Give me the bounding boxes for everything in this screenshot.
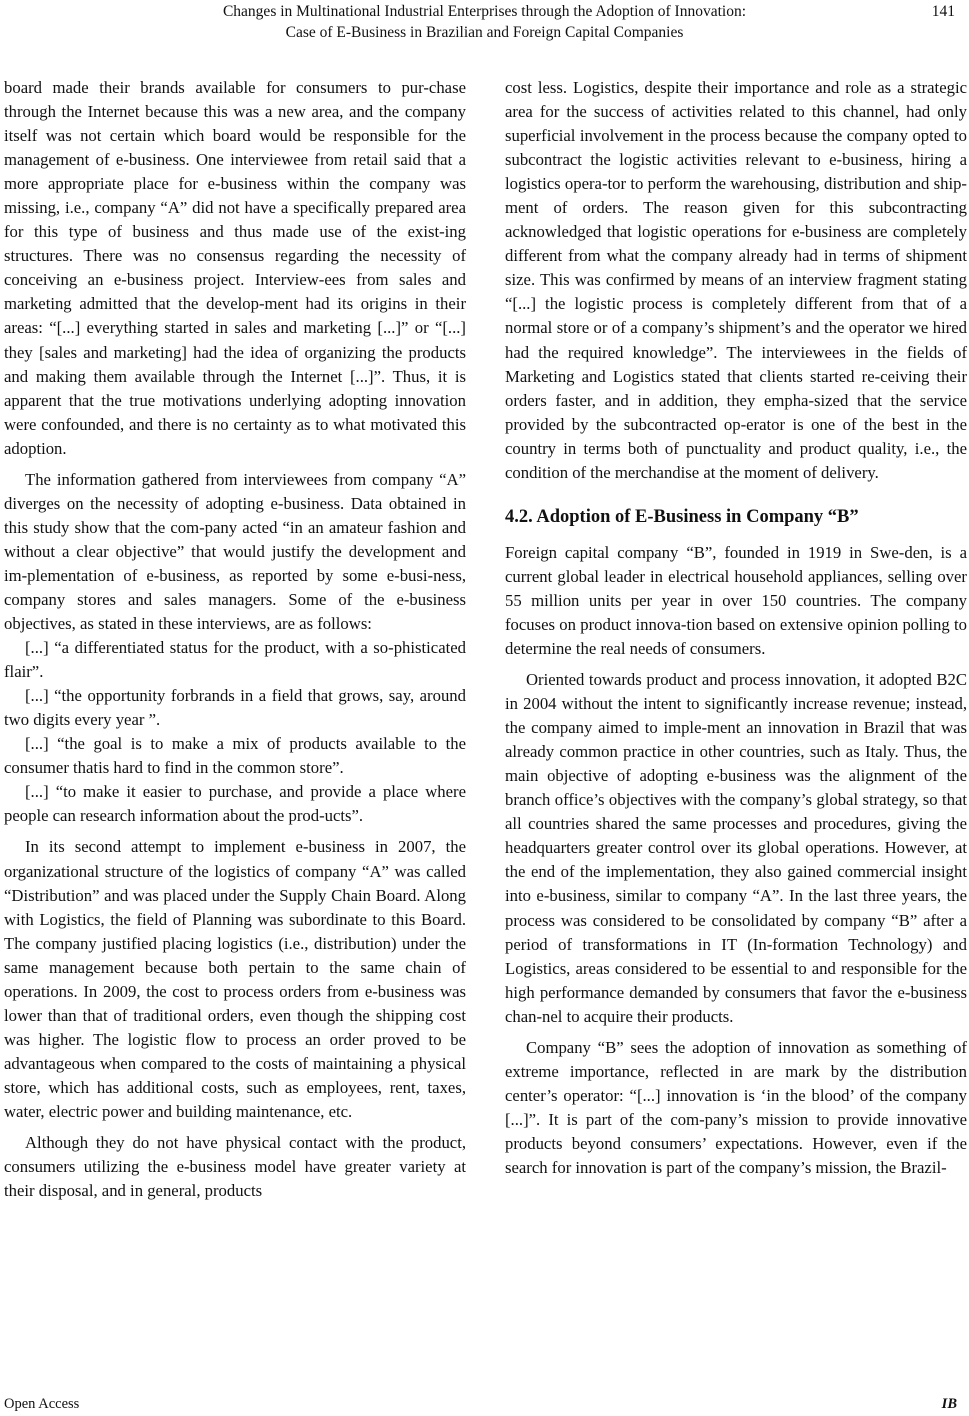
paragraph: Although they do not have physical contact with the product, consumers utilizing the e-business model have greater variety at their disposal, and in general, products [4, 1133, 466, 1201]
left-column [4, 76, 466, 1203]
paragraph: Oriented towards product and process innovation, it adopted B2C in 2004 without the intent to significantly increase revenue; instead, the company aimed to imple-ment an innovation in Brazil that was already common practice in other countries, such as Italy. Thus, the main objective of adopting e-business was the alignment of the branch office’s objectives with the company’s global strategy, so that all countries shared the same processes and procedures, giving the headquarters greater control over its global operations. However, at the end of the implementation, they also gained commercial insight into e-business, similar to company “A”. In the last three years, the process was considered to be consolidated by company “B” after a period of transformations in IT (In-formation Technology) and Logistics, areas considered to be essential to and responsible for the high performance demanded by consumers that favor the e-business chan-nel to acquire their products. [505, 670, 967, 1026]
quote-item: [...] “to make it easier to purchase, and provide a place where people can research information about the prod-ucts”. [4, 782, 466, 826]
right-column [505, 76, 967, 1180]
paragraph: cost less. Logistics, despite their importance and role as a strategic area for the success of activities related to this channel, had only superficial involvement in the process because the company opted to subcontract the logistic activities relevant to e-business, hiring a logistics opera-tor to perform the warehousing, distribution and ship-ment of orders. The reason given for this subcontracting acknowledged that logistic operations for e-business are completely different from what the company already had in terms of shipment size. This was confirmed by means of an interview fragment stating “[...] the logistic process is completely different from that of a normal store or of a company’s shipment’s and the operator we hired had the required knowledge”. The interviewees in the fields of Marketing and Logistics stated that clients started re-ceiving their orders faster, and in addition, they empha-sized that the service provided by the subcontracted op-erator is one of the best in the country in terms both of punctuality and product quality, i.e., the condition of the merchandise at the moment of delivery. [505, 78, 967, 482]
page-number: 141 [931, 3, 955, 20]
paragraph: Company “B” sees the adoption of innovation as something of extreme importance, reflected in are mark by the distribution center’s operator: “[...] innovation is ‘in the blood’ of the company [...]”. It is part of the com-pany’s mission to provide innovative products beyond consumers’ expectations. However, even if the search for innovation is part of the company’s mission, the Brazil- [505, 1037, 967, 1177]
paragraph: In its second attempt to implement e-business in 2007, the organizational structure of the logistics of company “A” was called “Distribution” and was placed under the Supply Chain Board. Along with Logistics, the field of Planning was subordinate to this Board. The company justified placing logistics (i.e., distribution) under the same management because both pertain to the same chain of operations. In 2009, the cost to process orders from e-business was lower than that of traditional orders, even though the shipping cost was higher. The logistic flow to process an order proved to be advantageous when compared to the costs of maintaining a physical store, which has additional costs, such as employees, rent, taxes, water, electric power and building maintenance, etc. [4, 837, 466, 1121]
paragraph: Foreign capital company “B”, founded in 1919 in Swe-den, is a current global leader in electrical household appliances, selling over 55 million units per year in over 150 countries. The company focuses on product innova-tion based on extensive opinion polling to determine the real needs of consumers. [505, 542, 967, 658]
running-title-line2: Case of E-Business in Brazilian and Foreign Capital Companies [285, 24, 684, 41]
section-heading: 4.2. Adoption of E-Business in Company “B” [505, 506, 859, 527]
page-header [0, 0, 969, 52]
journal-abbreviation: IB [941, 1396, 957, 1412]
open-access-label: Open Access [4, 1396, 80, 1412]
paragraph: board made their brands available for consumers to pur-chase through the Internet because this was a new area, and the company itself was not certain which board would be responsible for the management of e-business. One interviewee from retail said that a more appropriate place for e-business within the company was missing, i.e., company “A” did not have a specifically prepared area for this type of business and thus made use of the exist-ing structures. There was no consensus regarding the necessity of conceiving an e-business project. Interview-ees from sales and marketing admitted that the develop-ment had its origins in their areas: “[...] everything started in sales and marketing [...]” or “[...] they [sales and marketing] had the idea of organizing the products and making them available through the Internet [...]”. Thus, it is apparent that the true motivations underlying adopting innovation were confounded, and there is no certainty as to what motivated this adoption. [4, 78, 466, 458]
paragraph: The information gathered from interviewees from company “A” diverges on the necessity of adopting e-business. Data obtained in this study show that the com-pany acted “in an amateur fashion and without a clear objective” that would justify the development and im-plementation of e-business, as reported by some e-busi-ness, company stores and sales managers. Some of the e-business objectives, as stated in these interviews, are as follows: [4, 469, 466, 634]
page-footer [0, 1392, 969, 1416]
quote-item: [...] “the opportunity forbrands in a field that grows, say, around two digits every year ”. [4, 686, 466, 730]
quote-item: [...] “a differentiated status for the product, with a so-phisticated flair”. [4, 638, 466, 682]
quote-item: [...] “the goal is to make a mix of products available to the consumer thatis hard to find in the common store”. [4, 734, 466, 778]
running-title-line1: Changes in Multinational Industrial Enterprises through the Adoption of Innovation: [222, 3, 747, 20]
